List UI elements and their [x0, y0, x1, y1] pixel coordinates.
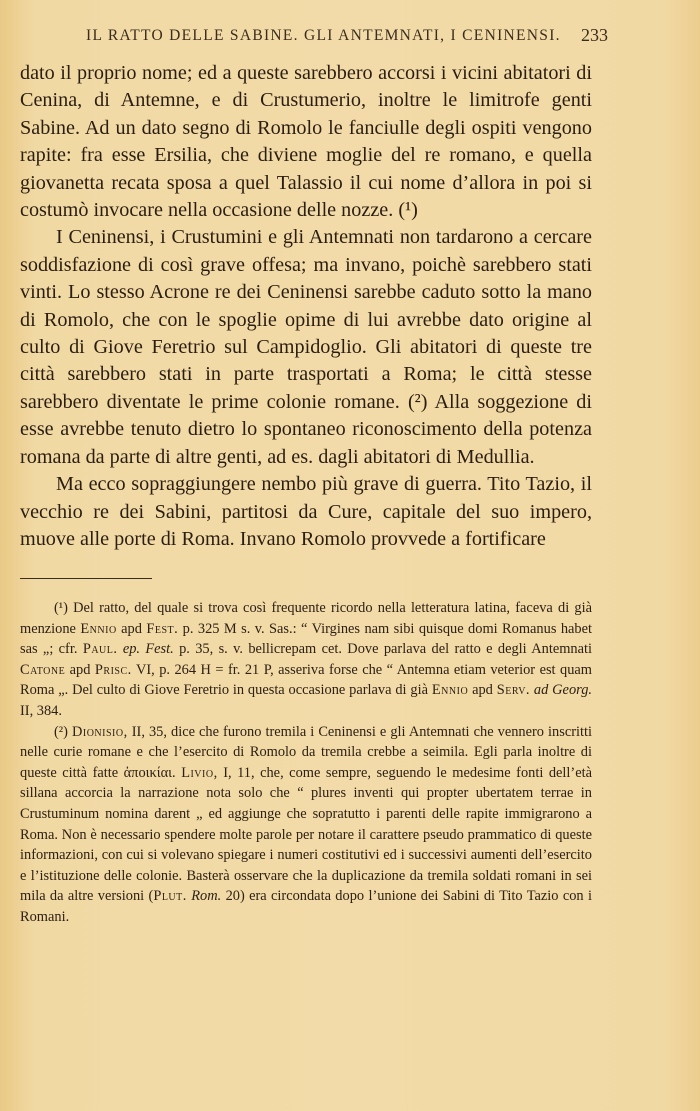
author-name: Ennio — [431, 682, 469, 699]
footnote-text: apd — [472, 682, 493, 699]
paragraph — [20, 60, 592, 224]
footnote-text: p. 325 M s. v. Sas.: “ Virgines nam sibi quisque domi Romanus habet sas „; cfr. — [20, 620, 593, 658]
footnote-text: apd — [121, 620, 142, 637]
author-name: Dionisio, — [71, 723, 128, 740]
work-title: ad Georg. — [533, 682, 592, 699]
work-title: ep. Fest. — [122, 641, 174, 658]
author-name: Ennio — [80, 620, 117, 637]
footnote-text: p. 35, s. v. bellicrepam cet. Dove parlava del ratto e degli Antemnati — [179, 641, 592, 658]
footnote-text: 20) era circondata dopo l’unione dei Sabini di Tito Tazio con i Romani. — [20, 888, 592, 925]
author-name: Catone — [20, 661, 66, 678]
work-title: Rom. — [191, 888, 222, 905]
footnote-text: I, 11, che, come sempre, seguendo le medesime fonti dell’età sillana accorcia la narrazione nota solo che “ plures inventi qui propter ubertatem terrae in Crustuminum nomina darent „ ed aggiunge che sopratutto i parenti delle rapite immigrarono a Roma. Non è necessario spendere molte parole per notare il carattere pseudo prammatico di queste informazioni, con cui si volevano spiegare i numeri costitutivi ed i successivi aumenti dell’esercito e l’istituzione delle colonie. Basterà osservare che la duplicazione da tremila soldati romani in sei mila da altre versioni ( — [20, 764, 592, 905]
page-number: 233 — [581, 25, 608, 45]
paragraph-text: I Ceninensi, i Crustumini e gli Antemnati non tardarono a cercare soddisfazione di così grave offesa; ma invano, poichè sarebbero stati vinti. Lo stesso Acrone re dei Ceninensi sarebbe caduto sotto la mano di Romolo, che con le spoglie opime di lui avrebbe dato origine al culto di Giove Feretrio sul Campidoglio. Gli abitatori di queste tre città sarebbero stati in parte trasportati a Roma; le città stesse sarebbero diventate le prime colonie romane. — [20, 226, 592, 413]
footnote — [20, 722, 592, 928]
author-name: Livio, — [181, 764, 218, 781]
footnotes — [20, 598, 592, 928]
running-title: IL RATTO DELLE SABINE. GLI ANTEMNATI, I CENINENSI. — [86, 27, 561, 44]
footnote-text: Del ratto, del quale si trova così frequente ricordo nella letteratura latina, faceva di già menzione — [20, 600, 592, 637]
footnote-text: VI, p. 264 H = fr. 21 P, asseriva forse che “ Antemna etiam veterior est quam Roma „. Del culto di Giove Feretrio in questa occasione parlava di già — [20, 661, 592, 699]
footnote-text: II, 384. — [20, 702, 62, 719]
footnote-text: apd — [69, 661, 91, 678]
running-header — [86, 25, 608, 49]
paragraph — [20, 471, 592, 553]
footnote-separator — [20, 578, 152, 579]
footnote-ref: (²) — [407, 390, 428, 413]
author-name: Paul. — [82, 641, 118, 658]
author-name: Fest. — [146, 620, 179, 637]
footnote-text: II, 35, dice che furono tremila i Ceninensi e gli Antemnati che vennero inscritti nelle curie romane e che l’esercito di Romolo da tremila crebbe a seimila. Egli parla inoltre di queste città fatte ἀποικίαι. — [20, 723, 592, 781]
footnote-marker: (¹) — [54, 600, 68, 616]
paragraph — [20, 224, 592, 471]
footnote-marker: (²) — [54, 723, 68, 740]
paragraph-text: dato il proprio nome; ed a queste sarebbero accorsi i vicini abitatori di Cenina, di Antemne, e di Crustumerio, inoltre le limitrofe genti Sabine. Ad un dato segno di Romolo le fanciulle degli ospiti vengono rapite: fra esse Ersilia, che diviene moglie del re romano, e quella giovanetta recata sposa a quel Talassio il cui nome d’allora in poi si costumò invocare nella occasione delle nozze. — [20, 62, 592, 222]
paragraph-text: Ma ecco sopraggiungere nembo più grave di guerra. Tito Tazio, il vecchio re dei Sabini, partitosi da Cure, capitale del suo impero, muove alle porte di Roma. Invano Romolo provvede a fortificare — [20, 473, 592, 550]
author-name: Serv. — [496, 682, 531, 699]
author-name: Prisc. — [94, 661, 132, 678]
author-name: Plut. — [153, 888, 187, 905]
footnote-ref: (¹) — [398, 199, 418, 222]
footnote — [20, 598, 592, 722]
main-text — [20, 60, 592, 553]
paragraph-text: Alla soggezione di esse avrebbe tenuto dietro lo spontaneo riconoscimento della potenza romana da parte di altre genti, ad es. dagli abitatori di Medullia. — [20, 390, 593, 468]
